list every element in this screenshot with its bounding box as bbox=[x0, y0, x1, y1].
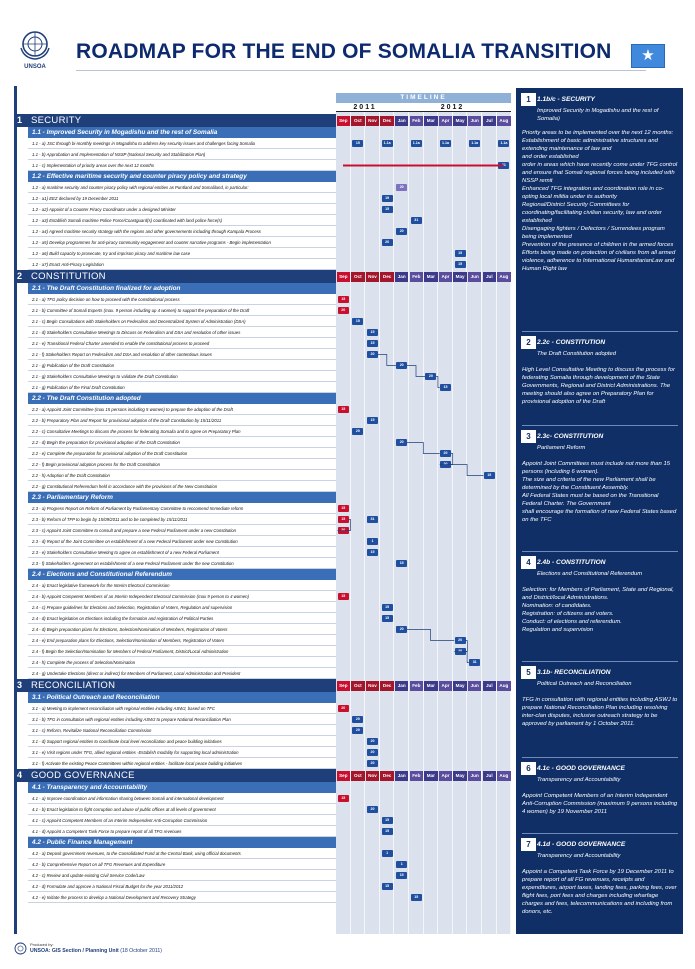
note-code: 4.1c - GOOD GOVERNANCE bbox=[537, 765, 625, 772]
month-aug: Aug bbox=[497, 681, 511, 691]
section-header bbox=[14, 114, 336, 127]
milestone-marker: 1 bbox=[367, 538, 378, 545]
milestone-marker: 15 bbox=[382, 828, 393, 835]
activity-row: 4.2 - a) Deposit government revenues, to the Consolidated Fund at the Central Bank, using official documents bbox=[28, 848, 336, 859]
notes-divider bbox=[522, 331, 678, 332]
footer-date: (18 October 2011) bbox=[120, 948, 162, 954]
milestone-marker: 15 bbox=[382, 883, 393, 890]
activity-row: 3.1 - a) Meeting to implement reconciliation with regional entities including ASWJ, based on TFC bbox=[28, 703, 336, 714]
subsection-header: 2.2 - The Draft Constitution adopted bbox=[28, 393, 336, 404]
milestone-marker: 20 bbox=[367, 749, 378, 756]
footer-credit bbox=[30, 948, 162, 954]
month-nov: Nov bbox=[366, 116, 380, 126]
milestone-marker: 31 bbox=[367, 516, 378, 523]
milestone-marker: 20 bbox=[367, 760, 378, 767]
month-aug: Aug bbox=[497, 272, 511, 282]
milestone-marker: 20 bbox=[338, 307, 349, 314]
milestone-marker: 15 bbox=[455, 261, 466, 268]
milestone-marker: 15 bbox=[352, 140, 363, 147]
milestone-marker: 15 bbox=[455, 250, 466, 257]
milestone-marker: 20 bbox=[352, 716, 363, 723]
month-mar: Mar bbox=[424, 272, 438, 282]
activity-row: 1.2 - a7) Enact Anti-Piracy Legislation bbox=[28, 259, 336, 270]
month-apr: Apr bbox=[439, 771, 453, 781]
activity-row: 2.2 - c) Consultative Meetings to discuss the process for federating Somalia and to agree on Preparatory Plan bbox=[28, 426, 336, 437]
milestone-marker: 15 bbox=[338, 795, 349, 802]
note-body bbox=[522, 586, 678, 634]
activity-row: 1.1 - c) Implementation of priority areas over the next 12 months bbox=[28, 160, 336, 171]
activity-row: 2.3 - f) Stakeholders Agreement on establishment of a new Federal Parliament under the new Constitution bbox=[28, 558, 336, 569]
activity-row: 4.2 - e) Initiate the process to develop a National Development and Recovery Strategy bbox=[28, 892, 336, 903]
note-subtitle: Transparency and Accountability bbox=[537, 777, 621, 783]
milestone-marker: 1.1a bbox=[442, 141, 449, 145]
month-sep: Sep bbox=[337, 116, 351, 126]
footer-produced-by: Produced by: bbox=[30, 942, 54, 947]
milestone-marker: 15 bbox=[338, 505, 349, 512]
activity-row: 2.1 - b) Committee of Somali Experts (max. 9 person including up 4 women) to support the preparation of the Draft bbox=[28, 305, 336, 316]
note-body bbox=[522, 460, 678, 524]
note-line: Regional/District Security Committees for coordinating/facilitating civilian security, law and order established bbox=[522, 202, 662, 224]
month-jun: Jun bbox=[468, 771, 482, 781]
milestone-marker: 15 bbox=[382, 206, 393, 213]
activity-row: 2.4 - f) Begin the Selection/Nomination for Members of Federal Parliament, District/Local Administration bbox=[28, 646, 336, 657]
note-number-badge: 2 bbox=[521, 336, 536, 349]
section-header bbox=[14, 769, 336, 782]
note-line: Nomination: of candidates. bbox=[522, 603, 592, 609]
month-may: May bbox=[453, 681, 467, 691]
note-subtitle: Political Outreach and Reconciliation bbox=[537, 681, 632, 687]
month-may: May bbox=[453, 771, 467, 781]
milestone-marker: 20 bbox=[396, 362, 407, 369]
activity-row: 2.1 - c) Begin Consultations with Stakeholders on Federalism and Decentralized System of Administration (DSA) bbox=[28, 316, 336, 327]
month-mar: Mar bbox=[424, 771, 438, 781]
activity-row: 4.2 - c) Review and update existing Civil Service Code/Law bbox=[28, 870, 336, 881]
activity-row: 1.2 - a5) Develop programmes for anti-piracy community engagement and counter narrative programs - Begin implementation bbox=[28, 237, 336, 248]
note-line: TFG in consultation with regional entities including ASWJ to prepare National Reconciliation Plan including resolving inter-clan disputes, inclusive outreach strategy to be approved by parliament by 1 October 2011. bbox=[522, 697, 678, 727]
activity-row: 2.4 - d) Enact legislation on Elections including the formation and registration of Political Parties bbox=[28, 613, 336, 624]
milestone-marker: 15 bbox=[411, 894, 422, 901]
subsection-header: 1.1 - Improved Security in Mogadishu and the rest of Somalia bbox=[28, 127, 336, 138]
milestone-marker: 1 bbox=[382, 850, 393, 857]
month-oct: Oct bbox=[351, 681, 365, 691]
activity-row: 2.1 - a) TFG policy decision on how to proceed with the constitutional process bbox=[28, 294, 336, 305]
note-number-badge: 1 bbox=[521, 93, 536, 106]
milestone-marker: 15 bbox=[367, 329, 378, 336]
milestone-marker: 15 bbox=[382, 817, 393, 824]
activity-row: 2.4 - b) Appoint Competent Members of an Interim Independent Electoral Commission (max 9 person to 4 women) bbox=[28, 591, 336, 602]
month-jul: Jul bbox=[483, 681, 497, 691]
milestone-marker: 20 bbox=[396, 439, 407, 446]
activity-row: 2.1 - f) Stakeholders Report on Federalism and DSA and resolution of other contentious issues bbox=[28, 349, 336, 360]
activity-row: 2.2 - d) Begin the preparation for provisional adoption of the Draft Constitution bbox=[28, 437, 336, 448]
milestone-marker: 15 bbox=[440, 384, 451, 391]
month-feb: Feb bbox=[410, 272, 424, 282]
month-feb: Feb bbox=[410, 771, 424, 781]
timeline-grid bbox=[336, 112, 511, 934]
timeline-column-mar bbox=[424, 112, 439, 934]
activity-row: 4.2 - b) Comprehensive Report on all TFG Revenues and Expenditure bbox=[28, 859, 336, 870]
activity-row: 2.4 - a) Enact legislative framework for the Interim Electoral Commission bbox=[28, 580, 336, 591]
month-sep: Sep bbox=[337, 272, 351, 282]
month-may: May bbox=[453, 272, 467, 282]
milestone-marker: 15 bbox=[396, 560, 407, 567]
milestone-marker: 20 bbox=[367, 806, 378, 813]
activity-row: 1.2 - a2) Appoint of a Counter Piracy Coordinator under a designed Minister bbox=[28, 204, 336, 215]
left-border bbox=[14, 86, 17, 934]
milestone-marker: 20 bbox=[455, 648, 466, 655]
activity-row: 3.1 - e) Visit regions under TFG, allied regional entities -Establish modality for supporting local administration bbox=[28, 747, 336, 758]
section-header bbox=[14, 270, 336, 283]
activity-row: 1.2 - a3) Establish Somali maritime Police Force/Coastguard(s) coordinated with land police force(s) bbox=[28, 215, 336, 226]
activity-row: 2.3 - c) Appoint Joint Committee to consult and prepare a new Federal Parliament under a new Constitution bbox=[28, 525, 336, 536]
activity-row: 3.1 - f) Activate the existing Peace Committees within regional entities - facilitate local peace building initiatives bbox=[28, 758, 336, 769]
note-code: 2.3c- CONSTITUTION bbox=[537, 433, 604, 440]
milestone-marker: 20 bbox=[396, 626, 407, 633]
note-line: Establishment of basic administrative structures and extending maintenance of law and bbox=[522, 138, 658, 152]
activity-row: 2.3 - b) Reform of TFP to begin by 15/09/2011 and to be completed by 15/11/2011 bbox=[28, 514, 336, 525]
subsection-header: 4.2 - Public Finance Management bbox=[28, 837, 336, 848]
note-line: Selection: for Members of Parliament, State and Regional, and District/local Administrations. bbox=[522, 587, 674, 601]
activity-row: 1.2 - a6) Build capacity to prosecute, try and imprison piracy and maritime law case bbox=[28, 248, 336, 259]
activity-row: 2.2 - g) Constitutional Referendum held in accordance with the provisions of the New Constitution bbox=[28, 481, 336, 492]
month-may: May bbox=[453, 116, 467, 126]
month-feb: Feb bbox=[410, 681, 424, 691]
month-jan: Jan bbox=[395, 771, 409, 781]
section-number: 2 bbox=[17, 271, 23, 281]
month-sep: Sep bbox=[337, 681, 351, 691]
month-jul: Jul bbox=[483, 116, 497, 126]
note-line: Appoint Joint Committees must include not more than 15 persons (including 6 women). bbox=[522, 461, 670, 475]
milestone-marker: 15 bbox=[484, 472, 495, 479]
subsection-header: 3.1 - Political Outreach and Reconciliation bbox=[28, 692, 336, 703]
activity-row: 2.1 - g) Stakeholders Consultative Meetings to validate the Draft Constitution bbox=[28, 371, 336, 382]
activity-row: 3.1 - d) Support regional entities to coordinate local level reconciliation and peace building initiatives bbox=[28, 736, 336, 747]
timeline-column-feb bbox=[409, 112, 424, 934]
month-nov: Nov bbox=[366, 771, 380, 781]
note-subtitle: Parliament Reform bbox=[537, 445, 586, 451]
month-oct: Oct bbox=[351, 771, 365, 781]
section-number: 3 bbox=[17, 680, 23, 690]
activity-row: 4.1 - a) Improve coordination and information sharing between Somali and international development bbox=[28, 793, 336, 804]
milestone-marker: 1.1a bbox=[383, 141, 391, 145]
activity-row: 2.1 - d) Stakeholders Consultative Meetings to Discuss on Federalism and DSA and resolution of other issues bbox=[28, 327, 336, 338]
milestone-marker: 20 bbox=[440, 461, 451, 468]
section-header bbox=[14, 679, 336, 692]
note-line: All Federal States must be based on the Transitional Federal Charter. The Government bbox=[522, 493, 659, 507]
milestone-marker: 20 bbox=[352, 428, 363, 435]
note-code: 4.1d - GOOD GOVERNANCE bbox=[537, 841, 626, 848]
note-line: Priority areas to be implemented over the next 12 months: bbox=[522, 130, 674, 136]
section-title: RECONCILIATION bbox=[31, 680, 116, 691]
activity-row: 2.1 - e) Transitional Federal Charter amended to enable the constitutional process to proceed bbox=[28, 338, 336, 349]
note-line: Prevention of the presence of children in the armed forces bbox=[522, 242, 674, 248]
month-oct: Oct bbox=[351, 116, 365, 126]
note-line: Enhanced TFG integration and coordination role in co-opting local militia under its authority bbox=[522, 186, 664, 200]
activity-row: 2.4 - e) End preparation plans for Elections, Selection/Nomination of Members, Registration of Voters bbox=[28, 635, 336, 646]
activity-row: 4.1 - d) Appoint a Competent Task Force to prepare report of all TFG revenues bbox=[28, 826, 336, 837]
milestone-marker: 15 bbox=[367, 549, 378, 556]
year-2011-label: 2011 bbox=[336, 103, 394, 112]
activity-row: 2.2 - a) Appoint Joint Committee (max 15 persons including 5 women) to prepare the adoption of the Draft bbox=[28, 404, 336, 415]
note-subtitle: Transparency and Accountability bbox=[537, 853, 621, 859]
footer-unit: UNSOA: GIS Section / Planning Unit bbox=[30, 948, 119, 954]
activity-row: 2.2 - h) Adoption of the Draft Constitution bbox=[28, 470, 336, 481]
note-line: Efforts being made on protection of civilians from all armed violence, adherence to International HumanitarianLaw and Human Right law bbox=[522, 250, 676, 272]
note-line: Appoint a Competent Task Force by 19 December 2011 to prepare report of all FG revenues, receipts and expenditures, airport taxes, landing fees, parking fees, over flight fees, port fees and charges including wharfage charges and fees, telecommunications and including from donors, etc. bbox=[522, 869, 677, 915]
year-2012-label: 2012 bbox=[394, 103, 511, 112]
activity-row: 2.2 - e) Complete the preparation for provisional adoption of the Draft Constitution bbox=[28, 448, 336, 459]
activity-row: 1.2 - a) maritime security and counter piracy policy with regional entities as Puntland and Somaliland, in particular: bbox=[28, 182, 336, 193]
milestone-marker: 1.1a bbox=[471, 141, 479, 145]
activity-row: 4.2 - d) Formulate and approve a National Fiscal Budget for the year 2011/2012 bbox=[28, 881, 336, 892]
timeline-column-dec bbox=[380, 112, 395, 934]
timeline-column-oct bbox=[351, 112, 366, 934]
timeline-column-aug bbox=[497, 112, 512, 934]
month-mar: Mar bbox=[424, 116, 438, 126]
month-oct: Oct bbox=[351, 272, 365, 282]
title-divider bbox=[76, 70, 646, 71]
milestone-marker: 20 bbox=[367, 738, 378, 745]
milestone-marker: 19 bbox=[382, 195, 393, 202]
note-subtitle: Improved Security in Mogadishu and the rest of Somalia) bbox=[537, 108, 659, 122]
activity-row: 2.4 - c) Prepare guidelines for Elections and Selection, Registration of Voters, Regulation and supervision bbox=[28, 602, 336, 613]
month-jul: Jul bbox=[483, 272, 497, 282]
note-line: Conduct: of elections and referendum. bbox=[522, 619, 622, 625]
activity-row: 2.1 - g) Publication of the Final Draft Constitution bbox=[28, 382, 336, 393]
milestone-marker: 15 bbox=[382, 615, 393, 622]
notes-divider bbox=[522, 551, 678, 552]
note-line: The size and criteria of the new Parliament shall be determined by the Constituent Assembly. bbox=[522, 477, 656, 491]
milestone-marker: 1.1a bbox=[500, 141, 508, 145]
section-number: 1 bbox=[17, 115, 23, 125]
note-line: High Level Consultative Meeting to discuss the process for federating Somalia through development of the State Governments, Regional and District Administrations. The meeting should also agree on Preparatory Plan for provisional adoption of the Draft bbox=[522, 367, 675, 405]
timeline-label: TIMELINE bbox=[336, 93, 511, 103]
note-body bbox=[522, 696, 678, 728]
timeline-column-jul bbox=[482, 112, 497, 934]
note-subtitle: The Draft Constitution adopted bbox=[537, 351, 616, 357]
note-body bbox=[522, 366, 678, 406]
activity-row: 2.3 - a) Progress Report on Reform of Parliament by Parliamentary Committee to reccomend Immediate reform bbox=[28, 503, 336, 514]
milestone-marker: 31 bbox=[498, 162, 509, 169]
month-apr: Apr bbox=[439, 272, 453, 282]
section-title: SECURITY bbox=[31, 115, 82, 126]
milestone-marker: 1 bbox=[396, 861, 407, 868]
note-code: 2.2c - CONSTITUTION bbox=[537, 339, 606, 346]
timeline-column-apr bbox=[438, 112, 453, 934]
month-nov: Nov bbox=[366, 681, 380, 691]
section-title: GOOD GOVERNANCE bbox=[31, 770, 135, 781]
milestone-marker: 15 bbox=[338, 516, 349, 523]
month-jul: Jul bbox=[483, 771, 497, 781]
milestone-marker: 15 bbox=[338, 296, 349, 303]
note-line: Regulation and supervision bbox=[522, 627, 594, 633]
note-line: Disengaging fighters / Defectors / Surrendees program being implemented bbox=[522, 226, 665, 240]
month-jun: Jun bbox=[468, 681, 482, 691]
activity-row: 2.3 - e) Stakeholders Consultative Meeting to agree on establishment of a new Federal Parliament bbox=[28, 547, 336, 558]
subsection-header: 2.4 - Elections and Constitutional Referendum bbox=[28, 569, 336, 580]
milestone-marker: 20 bbox=[382, 239, 393, 246]
note-line: and order established bbox=[522, 154, 579, 160]
activity-row: 1.2 - a4) Agreed maritime security strategy with the regions and other governements including through Kampala Process bbox=[28, 226, 336, 237]
note-number-badge: 3 bbox=[521, 430, 536, 443]
note-line: order in areas which have recently come under TFG control and ensure that Somali regional forces being included with NSSP remit bbox=[522, 162, 678, 184]
milestone-marker: 20 bbox=[338, 527, 349, 534]
activity-row: 2.2 - f) Begin provisional adoption process for the Draft Constitution bbox=[28, 459, 336, 470]
month-jan: Jan bbox=[395, 116, 409, 126]
activity-row: 3.1 - b) TFG in consultation with regional entities including ASWJ to prepare National Reconciliation Plan bbox=[28, 714, 336, 725]
activity-row: 4.1 - b) Enact legislation to fight corruption and abuse of public offices at all levels of government bbox=[28, 804, 336, 815]
milestone-marker: 20 bbox=[396, 184, 407, 191]
note-code: 3.1b- RECONCILIATION bbox=[537, 669, 611, 676]
note-body bbox=[522, 792, 678, 816]
activity-row: 3.1 - c) Reform, Revitalize National Reconciliation Commission bbox=[28, 725, 336, 736]
subsection-header: 4.1 - Transparency and Accountability bbox=[28, 782, 336, 793]
note-number-badge: 7 bbox=[521, 838, 536, 851]
note-code: 1.1b/c - SECURITY bbox=[537, 96, 595, 103]
month-dec: Dec bbox=[380, 272, 394, 282]
milestone-marker: 20 bbox=[455, 637, 466, 644]
note-line: Appoint Competent Members of an Interim Independent Anti-Corruption Commission (maximum 9 persons including 4 women) by 19 November 2011 bbox=[522, 793, 678, 815]
un-emblem-logo bbox=[16, 28, 54, 70]
somalia-flag-icon: ★ bbox=[631, 44, 665, 68]
activity-row: 2.2 - b) Preparatory Plan and Report for provisional adoption of the Draft Constitution by 15/11/2011 bbox=[28, 415, 336, 426]
subsection-header: 2.3 - Parliamentary Reform bbox=[28, 492, 336, 503]
month-dec: Dec bbox=[380, 116, 394, 126]
note-body bbox=[522, 868, 678, 916]
subsection-header: 1.2 - Effective maritime security and counter piracy policy and strategy bbox=[28, 171, 336, 182]
milestone-marker: 31 bbox=[469, 659, 480, 666]
milestone-marker: 31 bbox=[411, 217, 422, 224]
notes-divider bbox=[522, 425, 678, 426]
activity-row: 1.1 - a) JSC through bi-monthly meetings in Mogadishu to address key security issues and challenges facing Somalia bbox=[28, 138, 336, 149]
activity-row: 1.1 - b) Approbation and Implementation of NSSP (National Security and Stabilization Plan) bbox=[28, 149, 336, 160]
month-jan: Jan bbox=[395, 272, 409, 282]
footer-un-logo bbox=[14, 942, 27, 955]
milestone-marker: 15 bbox=[338, 406, 349, 413]
timeline-column-may bbox=[453, 112, 468, 934]
activity-row: 2.3 - d) Report of the Joint Committee on establishment of a new Federal Parliament under new Constitution bbox=[28, 536, 336, 547]
section-title: CONSTITUTION bbox=[31, 271, 106, 282]
notes-divider bbox=[522, 833, 678, 834]
month-aug: Aug bbox=[497, 771, 511, 781]
note-code: 2.4b - CONSTITUTION bbox=[537, 559, 606, 566]
month-mar: Mar bbox=[424, 681, 438, 691]
month-apr: Apr bbox=[439, 116, 453, 126]
note-number-badge: 5 bbox=[521, 666, 536, 679]
activity-row: 2.4 - d) Begin preparation plans for Elections, Selection/Nomination of Members, Registration of Voters bbox=[28, 624, 336, 635]
month-dec: Dec bbox=[380, 771, 394, 781]
timeline-column-sep bbox=[336, 112, 351, 934]
milestone-marker: 20 bbox=[396, 228, 407, 235]
month-dec: Dec bbox=[380, 681, 394, 691]
month-feb: Feb bbox=[410, 116, 424, 126]
note-body bbox=[522, 129, 678, 273]
milestone-marker: 20 bbox=[425, 373, 436, 380]
logo-label: UNSOA bbox=[24, 64, 46, 70]
milestone-marker: 20 bbox=[440, 450, 451, 457]
note-line: Registration: of citizens and voters. bbox=[522, 611, 614, 617]
note-number-badge: 4 bbox=[521, 556, 536, 569]
milestone-marker: 15 bbox=[396, 872, 407, 879]
section-number: 4 bbox=[17, 770, 23, 780]
milestone-marker: 20 bbox=[352, 727, 363, 734]
note-number-badge: 6 bbox=[521, 762, 536, 775]
month-jan: Jan bbox=[395, 681, 409, 691]
page-title: ROADMAP FOR THE END OF SOMALIA TRANSITION bbox=[76, 40, 612, 63]
timeline-column-jun bbox=[467, 112, 482, 934]
milestone-marker: 1.1a bbox=[412, 141, 420, 145]
activity-row: 2.4 - h) Complete the process of Selection/Nomination bbox=[28, 657, 336, 668]
note-subtitle: Elections and Constitutional Referendum bbox=[537, 571, 643, 577]
notes-divider bbox=[522, 757, 678, 758]
milestone-marker: 20 bbox=[338, 705, 349, 712]
milestone-marker: 15 bbox=[352, 318, 363, 325]
month-apr: Apr bbox=[439, 681, 453, 691]
month-jun: Jun bbox=[468, 272, 482, 282]
month-jun: Jun bbox=[468, 116, 482, 126]
activity-row: 4.1 - c) Appoint Competent Members of an Interim Independent Anti-Corruption Commission bbox=[28, 815, 336, 826]
milestone-marker: 15 bbox=[367, 340, 378, 347]
timeline-column-jan bbox=[394, 112, 409, 934]
milestone-marker: 15 bbox=[367, 417, 378, 424]
milestone-marker: 20 bbox=[367, 351, 378, 358]
activity-row: 2.1 - g) Publication of the Draft Constitution bbox=[28, 360, 336, 371]
note-line: shall encourage the formation of new Federal States based on the TFC bbox=[522, 509, 677, 523]
month-nov: Nov bbox=[366, 272, 380, 282]
subsection-header: 2.1 - The Draft Constitution finalized for adoption bbox=[28, 283, 336, 294]
month-aug: Aug bbox=[497, 116, 511, 126]
notes-divider bbox=[522, 661, 678, 662]
milestone-marker: 15 bbox=[382, 604, 393, 611]
month-sep: Sep bbox=[337, 771, 351, 781]
activity-row: 1.2 - a1) EEZ declared by 19 December 2011 bbox=[28, 193, 336, 204]
activity-row: 2.4 - g) Undertake Elections (direct or indirect) for Members of Parliament, Local Administration and President bbox=[28, 668, 336, 679]
milestone-marker: 15 bbox=[338, 593, 349, 600]
